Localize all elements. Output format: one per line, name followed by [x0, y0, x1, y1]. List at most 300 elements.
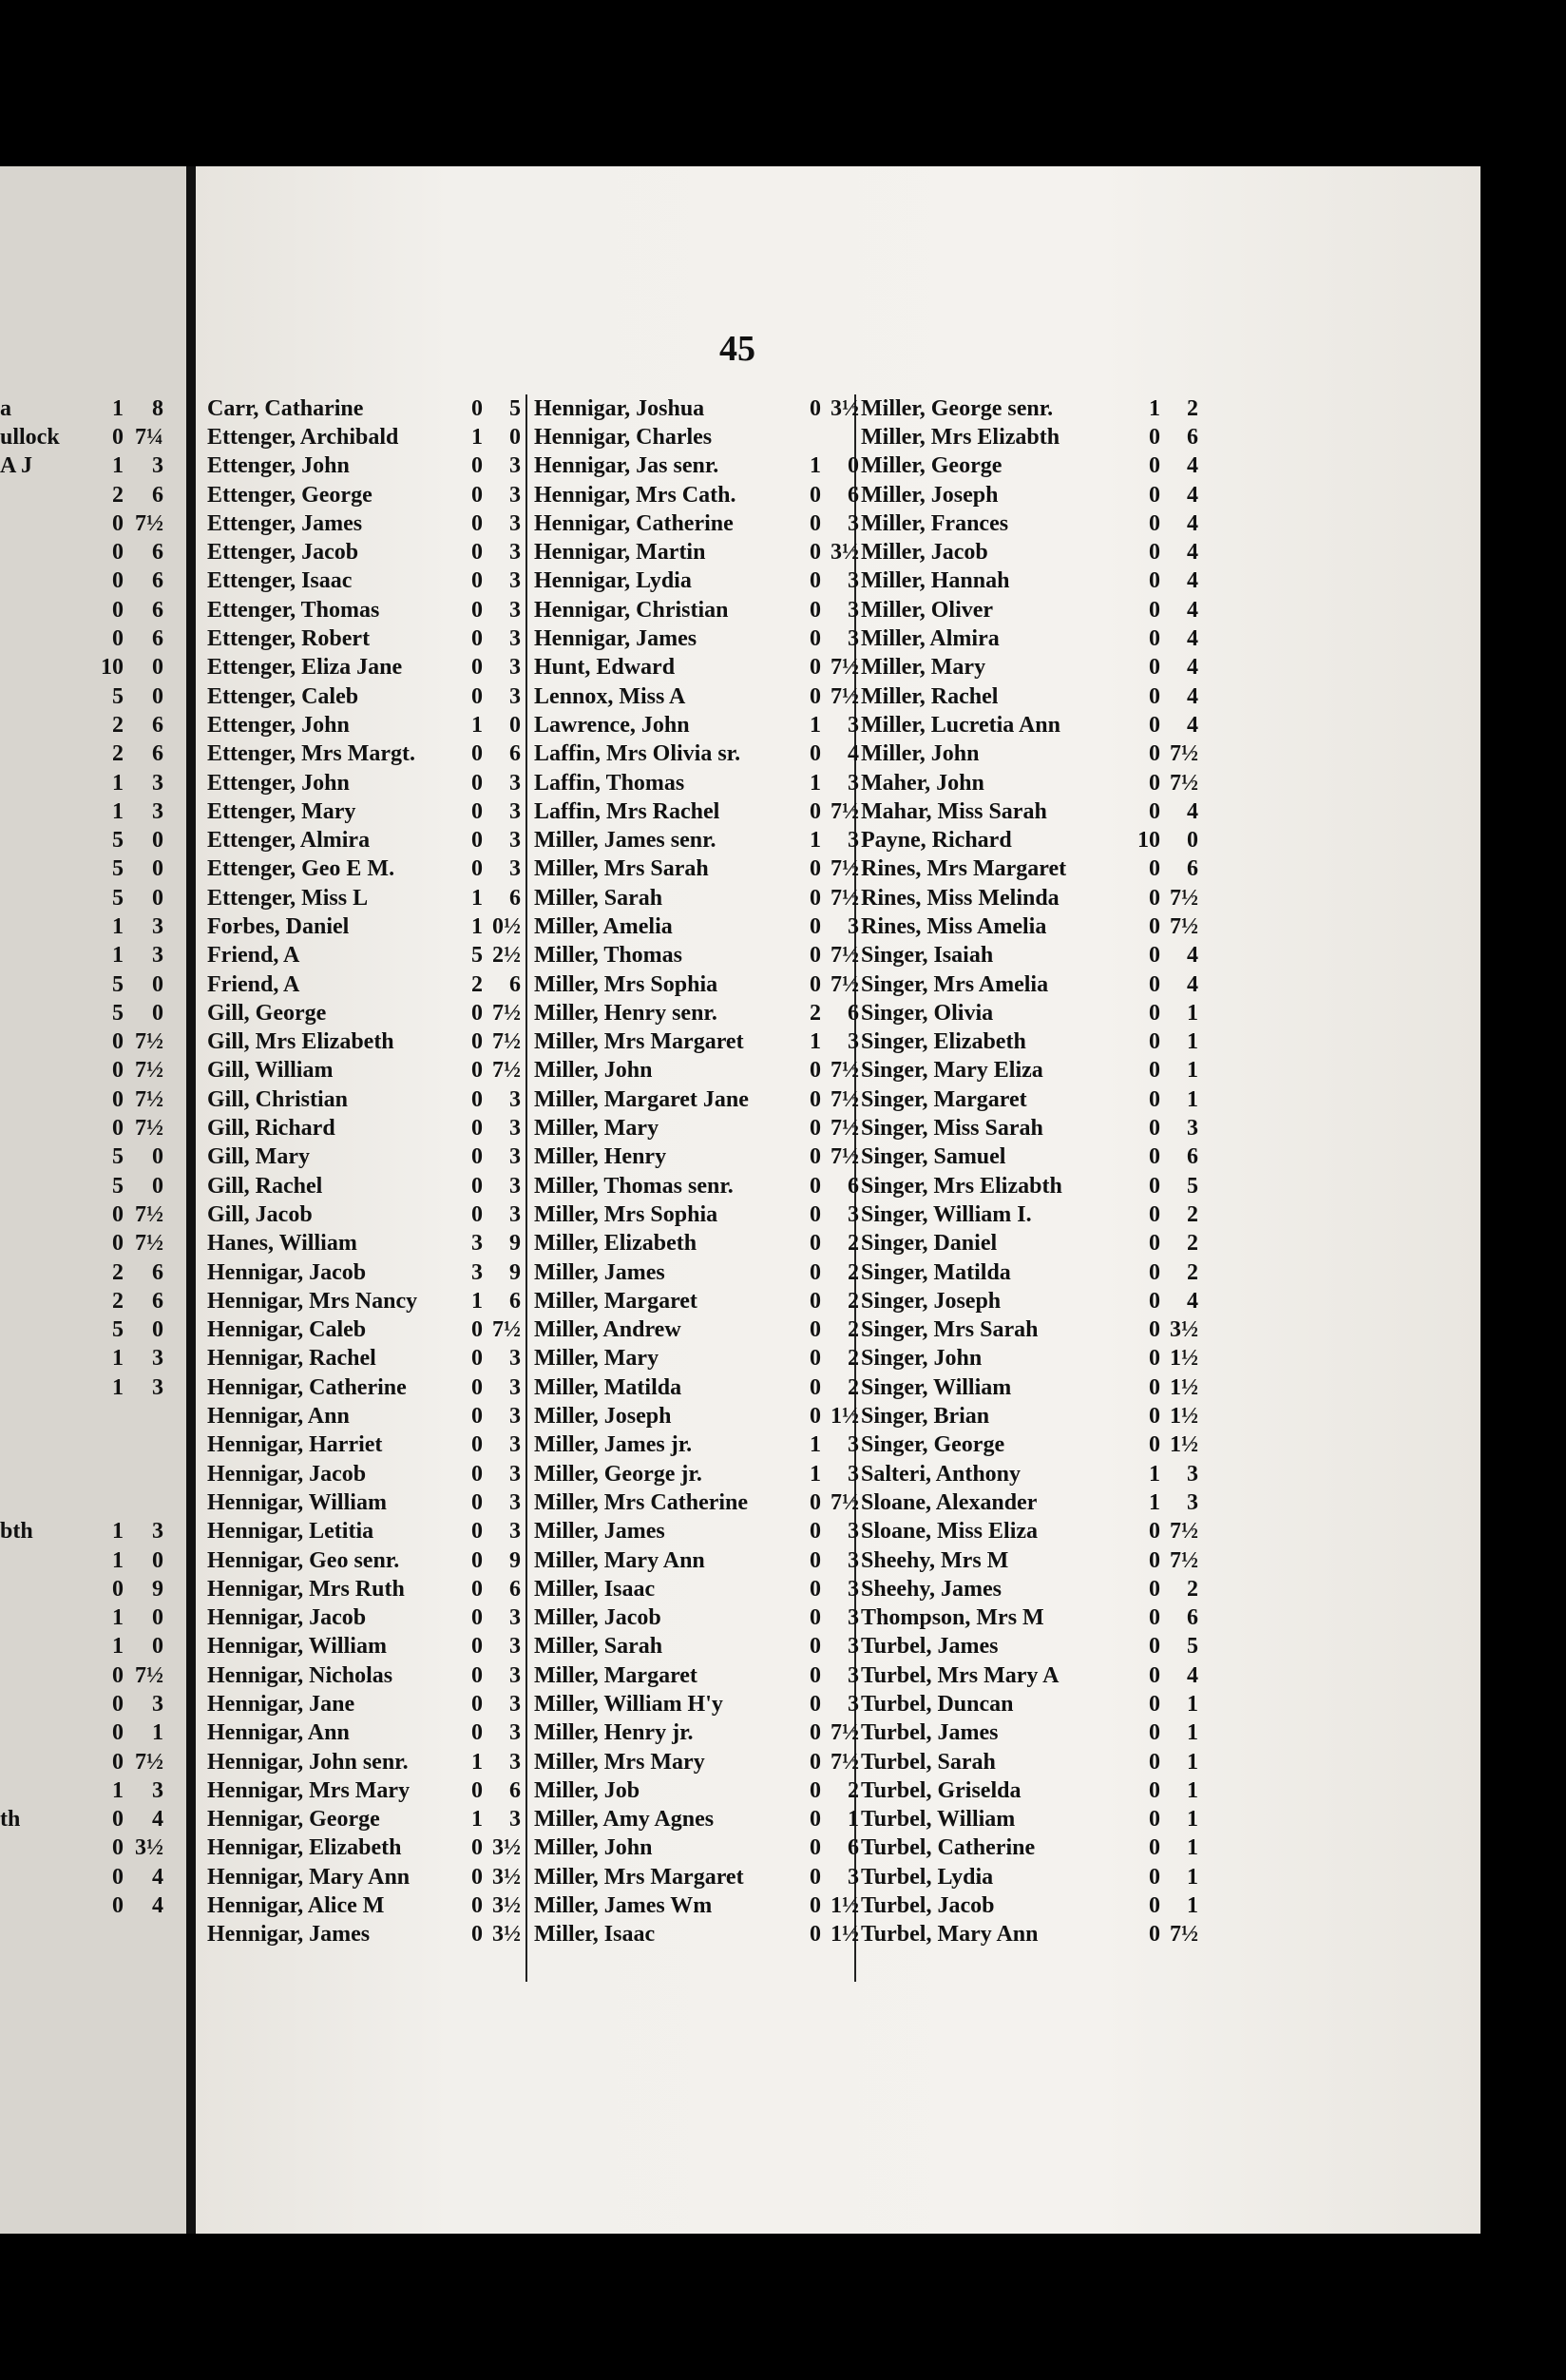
ledger-entry [534, 999, 859, 1027]
entry-amount-a: 0 [1149, 1692, 1160, 1717]
entry-amount-b: 1½ [831, 1404, 859, 1430]
entry-name: Turbel, Jacob [861, 1893, 995, 1919]
entry-name: Miller, Mrs Margaret [534, 1864, 744, 1890]
entry-name: Hennigar, Jane [207, 1692, 355, 1717]
entry-name: Miller, Thomas [534, 943, 683, 969]
entry-amount-a: 0 [471, 1029, 483, 1055]
entry-name: Hennigar, Charles [534, 424, 713, 450]
strip-amount-b: 6 [152, 1259, 163, 1285]
entry-name: Laffin, Mrs Olivia sr. [534, 741, 741, 767]
ledger-entry [534, 1373, 859, 1402]
ledger-entry [534, 769, 859, 797]
entry-name: Forbes, Daniel [207, 913, 350, 939]
entry-name: Singer, Mary Eliza [861, 1058, 1043, 1084]
entry-name: Miller, Hannah [861, 568, 1010, 594]
strip-amount-b: 3 [152, 943, 163, 969]
entry-amount-b: 3 [1187, 1489, 1198, 1515]
entry-amount-b: 7½ [831, 798, 859, 824]
entry-amount-a: 0 [810, 1489, 821, 1515]
entry-amount-a: 1 [1149, 1489, 1160, 1515]
entry-amount-a: 0 [810, 1893, 821, 1919]
entry-name: Ettenger, John [207, 770, 350, 796]
ledger-entry [534, 1748, 859, 1776]
entry-amount-b: 2 [848, 1374, 859, 1400]
strip-row [0, 711, 186, 739]
entry-amount-b: 6 [848, 1000, 859, 1026]
entry-amount-b: 3 [848, 913, 859, 939]
strip-row [0, 1891, 186, 1920]
entry-amount-a: 0 [1149, 1720, 1160, 1746]
entry-name: Gill, Rachel [207, 1173, 323, 1199]
strip-row [0, 1200, 186, 1229]
entry-amount-b: 3½ [831, 540, 859, 566]
entry-amount-b: 2 [1187, 1576, 1198, 1602]
strip-amount-b: 3 [152, 798, 163, 824]
strip-amount-a: 0 [112, 1864, 124, 1890]
entry-name: Miller, Henry jr. [534, 1720, 694, 1746]
ledger-entry [207, 912, 521, 941]
entry-name: Miller, Jacob [861, 540, 988, 566]
strip-amount-b: 0 [152, 856, 163, 882]
entry-amount-b: 2 [848, 1777, 859, 1803]
entry-name: Miller, John [861, 741, 980, 767]
ledger-entry [861, 596, 1198, 624]
strip-row [0, 1028, 186, 1057]
entry-amount-a: 0 [471, 1634, 483, 1660]
ledger-entry [861, 855, 1198, 884]
entry-amount-a: 0 [1149, 1777, 1160, 1803]
entry-amount-a: 0 [810, 1058, 821, 1084]
entry-name: Miller, Lucretia Ann [861, 712, 1060, 738]
entry-amount-b: 3½ [492, 1864, 521, 1890]
entry-amount-b: 0½ [492, 913, 521, 939]
ledger-entry [207, 1633, 521, 1661]
entry-name: Singer, Elizabeth [861, 1029, 1026, 1055]
strip-amount-a: 1 [112, 943, 124, 969]
entry-amount-b: 3 [509, 1374, 521, 1400]
strip-amount-b: 0 [152, 1317, 163, 1343]
entry-amount-b: 3 [509, 540, 521, 566]
ledger-entry [207, 970, 521, 999]
entry-amount-b: 7½ [831, 1720, 859, 1746]
entry-amount-a: 0 [1149, 568, 1160, 594]
entry-amount-a: 0 [1149, 1116, 1160, 1142]
entry-amount-b: 0 [1187, 828, 1198, 854]
entry-amount-b: 3 [509, 626, 521, 652]
ledger-entry [534, 538, 859, 566]
entry-amount-a: 0 [810, 1259, 821, 1285]
ledger-entry [861, 1460, 1198, 1488]
entry-name: Sheehy, James [861, 1576, 1003, 1602]
ledger-entry [861, 394, 1198, 423]
ledger-entry [207, 394, 521, 423]
ledger-entry [207, 682, 521, 711]
entry-amount-b: 4 [848, 741, 859, 767]
ledger-entry [534, 1806, 859, 1834]
ledger-entry [861, 1690, 1198, 1718]
entry-amount-b: 1 [848, 1807, 859, 1833]
entry-name: Hennigar, Nicholas [207, 1662, 393, 1688]
strip-row [0, 942, 186, 970]
entry-name: Lawrence, John [534, 712, 690, 738]
entry-name: Rines, Miss Amelia [861, 913, 1047, 939]
entry-name: Turbel, Mary Ann [861, 1922, 1039, 1948]
entry-amount-a: 0 [1149, 1634, 1160, 1660]
entry-name: Turbel, William [861, 1807, 1016, 1833]
entry-amount-b: 3 [848, 1605, 859, 1631]
entry-amount-b: 7½ [831, 1116, 859, 1142]
entry-amount-a: 0 [471, 1000, 483, 1026]
entry-amount-b: 3 [848, 1634, 859, 1660]
strip-amount-a: 0 [112, 540, 124, 566]
entry-amount-a: 3 [471, 1259, 483, 1285]
entry-amount-b: 7½ [831, 943, 859, 969]
ledger-entry [861, 1891, 1198, 1920]
entry-amount-b: 4 [1187, 655, 1198, 681]
entry-name: Miller, James jr. [534, 1432, 693, 1458]
ledger-entry [534, 1863, 859, 1891]
strip-amount-a: 1 [112, 1634, 124, 1660]
ledger-entry [534, 884, 859, 912]
entry-column-1 [207, 394, 521, 1949]
entry-amount-b: 2 [848, 1346, 859, 1372]
strip-amount-a: 2 [112, 1259, 124, 1285]
entry-amount-a: 0 [471, 1086, 483, 1112]
entry-amount-b: 2 [848, 1317, 859, 1343]
strip-amount-b: 7½ [135, 1662, 163, 1688]
entry-amount-b: 3 [848, 770, 859, 796]
strip-amount-a: 0 [112, 510, 124, 536]
strip-amount-b: 3 [152, 913, 163, 939]
entry-amount-b: 9 [509, 1547, 521, 1573]
strip-amount-a: 5 [112, 1317, 124, 1343]
ledger-entry [207, 1891, 521, 1920]
entry-amount-a: 3 [471, 1231, 483, 1257]
entry-amount-a: 1 [1149, 1461, 1160, 1487]
entry-name: Hennigar, James [207, 1922, 371, 1948]
entry-name: Ettenger, Robert [207, 626, 371, 652]
ledger-entry [861, 912, 1198, 941]
entry-name: Hennigar, George [207, 1807, 380, 1833]
ledger-entry [207, 1863, 521, 1891]
entry-name: Miller, Margaret Jane [534, 1086, 749, 1112]
entry-name: Ettenger, George [207, 482, 372, 508]
ledger-entry [861, 1028, 1198, 1057]
entry-amount-b: 2 [1187, 1259, 1198, 1285]
entry-amount-a: 0 [810, 1835, 821, 1861]
entry-amount-b: 3½ [492, 1893, 521, 1919]
entry-amount-a: 0 [810, 1374, 821, 1400]
entry-name: Singer, Isaiah [861, 943, 994, 969]
book-spine [186, 166, 196, 2234]
ledger-entry [207, 855, 521, 884]
entry-name: Singer, William I. [861, 1201, 1032, 1227]
strip-amount-a: 0 [112, 1029, 124, 1055]
entry-amount-b: 1 [1187, 1029, 1198, 1055]
strip-amount-b: 0 [152, 1000, 163, 1026]
entry-amount-a: 0 [810, 1144, 821, 1170]
entry-amount-a: 0 [810, 943, 821, 969]
entry-name: Rines, Mrs Margaret [861, 856, 1067, 882]
entry-name: Hennigar, Mrs Cath. [534, 482, 736, 508]
entry-amount-b: 3 [848, 1461, 859, 1487]
strip-row [0, 1085, 186, 1114]
strip-amount-b: 4 [152, 1864, 163, 1890]
strip-row [0, 567, 186, 596]
entry-name: Ettenger, Mrs Margt. [207, 741, 416, 767]
strip-amount-a: 5 [112, 885, 124, 911]
ledger-entry [861, 740, 1198, 769]
ledger-entry [861, 1546, 1198, 1575]
entry-column-3 [861, 394, 1198, 1949]
entry-amount-a: 0 [1149, 885, 1160, 911]
entry-amount-b: 3 [509, 1489, 521, 1515]
entry-amount-a: 0 [810, 1662, 821, 1688]
ledger-entry [534, 797, 859, 826]
entry-name: Ettenger, John [207, 712, 350, 738]
entry-amount-a: 0 [1149, 1864, 1160, 1890]
previous-page-fragment [0, 166, 186, 2234]
entry-name: Miller, Oliver [861, 597, 994, 623]
entry-name: Hennigar, Caleb [207, 1317, 367, 1343]
ledger-entry [534, 481, 859, 509]
entry-name: Miller, Sarah [534, 1634, 663, 1660]
entry-name: Miller, Mrs Sophia [534, 1201, 718, 1227]
strip-amount-a: 0 [112, 1893, 124, 1919]
entry-amount-b: 6 [848, 482, 859, 508]
strip-row [0, 740, 186, 769]
ledger-entry [861, 1143, 1198, 1172]
strip-amount-b: 3 [152, 770, 163, 796]
entry-amount-b: 3 [848, 1864, 859, 1890]
strip-amount-b: 9 [152, 1576, 163, 1602]
entry-amount-b: 2 [848, 1288, 859, 1314]
strip-row [0, 1230, 186, 1258]
ledger-entry [207, 481, 521, 509]
entry-amount-b: 3 [1187, 1116, 1198, 1142]
entry-name: Miller, Mary [861, 655, 986, 681]
entry-amount-b: 6 [509, 1576, 521, 1602]
entry-amount-a: 0 [810, 1116, 821, 1142]
entry-amount-b: 3 [509, 1116, 521, 1142]
entry-amount-b: 7½ [1170, 913, 1198, 939]
entry-amount-a: 0 [1149, 1374, 1160, 1400]
strip-amount-b: 7½ [135, 1058, 163, 1084]
ledger-entry [534, 1921, 859, 1949]
ledger-entry [207, 423, 521, 451]
entry-name: Singer, Mrs Elizabth [861, 1173, 1062, 1199]
entry-name: Miller, Matilda [534, 1374, 682, 1400]
strip-amount-a: 2 [112, 482, 124, 508]
ledger-entry [534, 1460, 859, 1488]
entry-amount-b: 3 [509, 453, 521, 479]
entry-amount-a: 0 [471, 1116, 483, 1142]
entry-name: Hennigar, Mary Ann [207, 1864, 411, 1890]
entry-name: Miller, Thomas senr. [534, 1173, 734, 1199]
ledger-entry [861, 1230, 1198, 1258]
strip-amount-a: 5 [112, 971, 124, 997]
entry-amount-b: 7½ [831, 1144, 859, 1170]
entry-amount-a: 0 [471, 453, 483, 479]
entry-name: Miller, James Wm [534, 1893, 713, 1919]
entry-amount-a: 0 [1149, 913, 1160, 939]
entry-amount-a: 0 [810, 1173, 821, 1199]
entry-name: Hennigar, Alice M [207, 1893, 385, 1919]
entry-amount-a: 0 [471, 828, 483, 854]
strip-amount-b: 4 [152, 1893, 163, 1919]
entry-amount-a: 0 [810, 971, 821, 997]
strip-amount-b: 0 [152, 885, 163, 911]
entry-amount-a: 0 [810, 741, 821, 767]
entry-name: Miller, Mrs Margaret [534, 1029, 744, 1055]
entry-amount-b: 1½ [831, 1922, 859, 1948]
ledger-entry [861, 1316, 1198, 1345]
entry-amount-a: 0 [1149, 1807, 1160, 1833]
entry-amount-b: 6 [848, 1173, 859, 1199]
entry-amount-a: 0 [810, 1346, 821, 1372]
ledger-entry [207, 1114, 521, 1142]
strip-amount-a: 5 [112, 828, 124, 854]
strip-amount-b: 7½ [135, 1201, 163, 1227]
ledger-entry [861, 1114, 1198, 1142]
strip-amount-a: 0 [112, 1231, 124, 1257]
entry-amount-a: 0 [471, 597, 483, 623]
strip-amount-b: 6 [152, 712, 163, 738]
entry-name: Hennigar, Jacob [207, 1259, 367, 1285]
entry-amount-b: 3 [848, 1519, 859, 1545]
ledger-entry [861, 1057, 1198, 1085]
entry-amount-a: 0 [1149, 770, 1160, 796]
strip-row [0, 1633, 186, 1661]
entry-amount-b: 3 [509, 510, 521, 536]
entry-name: Miller, William H'y [534, 1692, 723, 1717]
entry-amount-a: 0 [471, 655, 483, 681]
strip-label: A J [0, 453, 33, 479]
strip-amount-a: 1 [112, 1519, 124, 1545]
entry-amount-a: 0 [471, 1346, 483, 1372]
entry-amount-b: 4 [1187, 712, 1198, 738]
ledger-entry [534, 423, 859, 451]
strip-row [0, 481, 186, 509]
entry-amount-b: 7½ [831, 971, 859, 997]
entry-amount-a: 0 [471, 1173, 483, 1199]
entry-name: Hennigar, Letitia [207, 1519, 374, 1545]
strip-amount-a: 1 [112, 770, 124, 796]
ledger-entry [534, 1143, 859, 1172]
entry-name: Gill, Mary [207, 1144, 310, 1170]
entry-amount-a: 0 [1149, 482, 1160, 508]
entry-amount-a: 0 [1149, 1086, 1160, 1112]
entry-amount-a: 0 [471, 1777, 483, 1803]
entry-name: Hennigar, Mrs Nancy [207, 1288, 418, 1314]
strip-row [0, 1719, 186, 1748]
entry-amount-a: 0 [1149, 1058, 1160, 1084]
entry-amount-a: 0 [1149, 712, 1160, 738]
entry-amount-b: 1 [1187, 1720, 1198, 1746]
entry-amount-b: 3½ [831, 395, 859, 421]
entry-name: Hennigar, Joshua [534, 395, 705, 421]
ledger-entry [861, 999, 1198, 1027]
entry-name: Turbel, Duncan [861, 1692, 1014, 1717]
entry-name: Rines, Miss Melinda [861, 885, 1060, 911]
entry-amount-a: 0 [1149, 1346, 1160, 1372]
ledger-entry [534, 1028, 859, 1057]
entry-amount-b: 2 [1187, 1231, 1198, 1257]
entry-amount-a: 1 [810, 1432, 821, 1458]
ledger-entry [861, 797, 1198, 826]
ledger-entry [861, 1518, 1198, 1546]
ledger-entry [534, 1603, 859, 1632]
entry-name: Mahar, Miss Sarah [861, 798, 1047, 824]
entry-amount-b: 6 [1187, 1605, 1198, 1631]
entry-amount-b: 3 [509, 1346, 521, 1372]
entry-name: Turbel, Mrs Mary A [861, 1662, 1060, 1688]
entry-name: Thompson, Mrs M [861, 1605, 1044, 1631]
entry-name: Singer, Matilda [861, 1259, 1011, 1285]
entry-amount-a: 0 [1149, 741, 1160, 767]
strip-amount-a: 1 [112, 913, 124, 939]
strip-row [0, 394, 186, 423]
entry-amount-b: 3 [848, 1029, 859, 1055]
ledger-entry [534, 394, 859, 423]
entry-amount-a: 0 [1149, 1893, 1160, 1919]
strip-row [0, 1834, 186, 1863]
ledger-entry [534, 1633, 859, 1661]
ledger-entry [207, 1172, 521, 1200]
entry-name: Lennox, Miss A [534, 683, 686, 709]
entry-name: Singer, Olivia [861, 1000, 994, 1026]
entry-amount-b: 3 [848, 1432, 859, 1458]
entry-amount-a: 0 [1149, 1432, 1160, 1458]
strip-amount-a: 0 [112, 568, 124, 594]
strip-amount-a: 1 [112, 1777, 124, 1803]
entry-name: Hanes, William [207, 1231, 357, 1257]
ledger-entry [534, 624, 859, 653]
entry-amount-b: 3 [848, 1201, 859, 1227]
entry-amount-a: 0 [1149, 1288, 1160, 1314]
entry-name: Miller, George [861, 453, 1003, 479]
entry-amount-a: 0 [1149, 655, 1160, 681]
strip-amount-b: 7½ [135, 1086, 163, 1112]
entry-name: Miller, Margaret [534, 1288, 697, 1314]
entry-amount-b: 7½ [831, 1489, 859, 1515]
entry-amount-a: 0 [1149, 798, 1160, 824]
ledger-entry [861, 1431, 1198, 1460]
entry-name: Hennigar, Elizabeth [207, 1835, 402, 1861]
strip-row [0, 999, 186, 1027]
entry-amount-b: 3 [509, 655, 521, 681]
strip-row [0, 452, 186, 481]
ledger-entry [861, 1287, 1198, 1315]
strip-amount-b: 7½ [135, 510, 163, 536]
entry-name: Miller, John [534, 1835, 653, 1861]
strip-amount-b: 0 [152, 1547, 163, 1573]
strip-amount-b: 0 [152, 1144, 163, 1170]
ledger-entry [534, 1345, 859, 1373]
strip-amount-a: 0 [112, 1201, 124, 1227]
entry-amount-b: 4 [1187, 597, 1198, 623]
entry-name: Turbel, Griselda [861, 1777, 1022, 1803]
entry-name: Miller, Joseph [534, 1404, 672, 1430]
entry-amount-a: 2 [810, 1000, 821, 1026]
ledger-entry [861, 654, 1198, 682]
entry-amount-b: 2 [848, 1259, 859, 1285]
strip-amount-b: 7¼ [135, 424, 163, 450]
entry-amount-b: 1 [1187, 1058, 1198, 1084]
ledger-entry [861, 509, 1198, 538]
entry-amount-b: 7½ [492, 1000, 521, 1026]
entry-amount-b: 7½ [1170, 1519, 1198, 1545]
